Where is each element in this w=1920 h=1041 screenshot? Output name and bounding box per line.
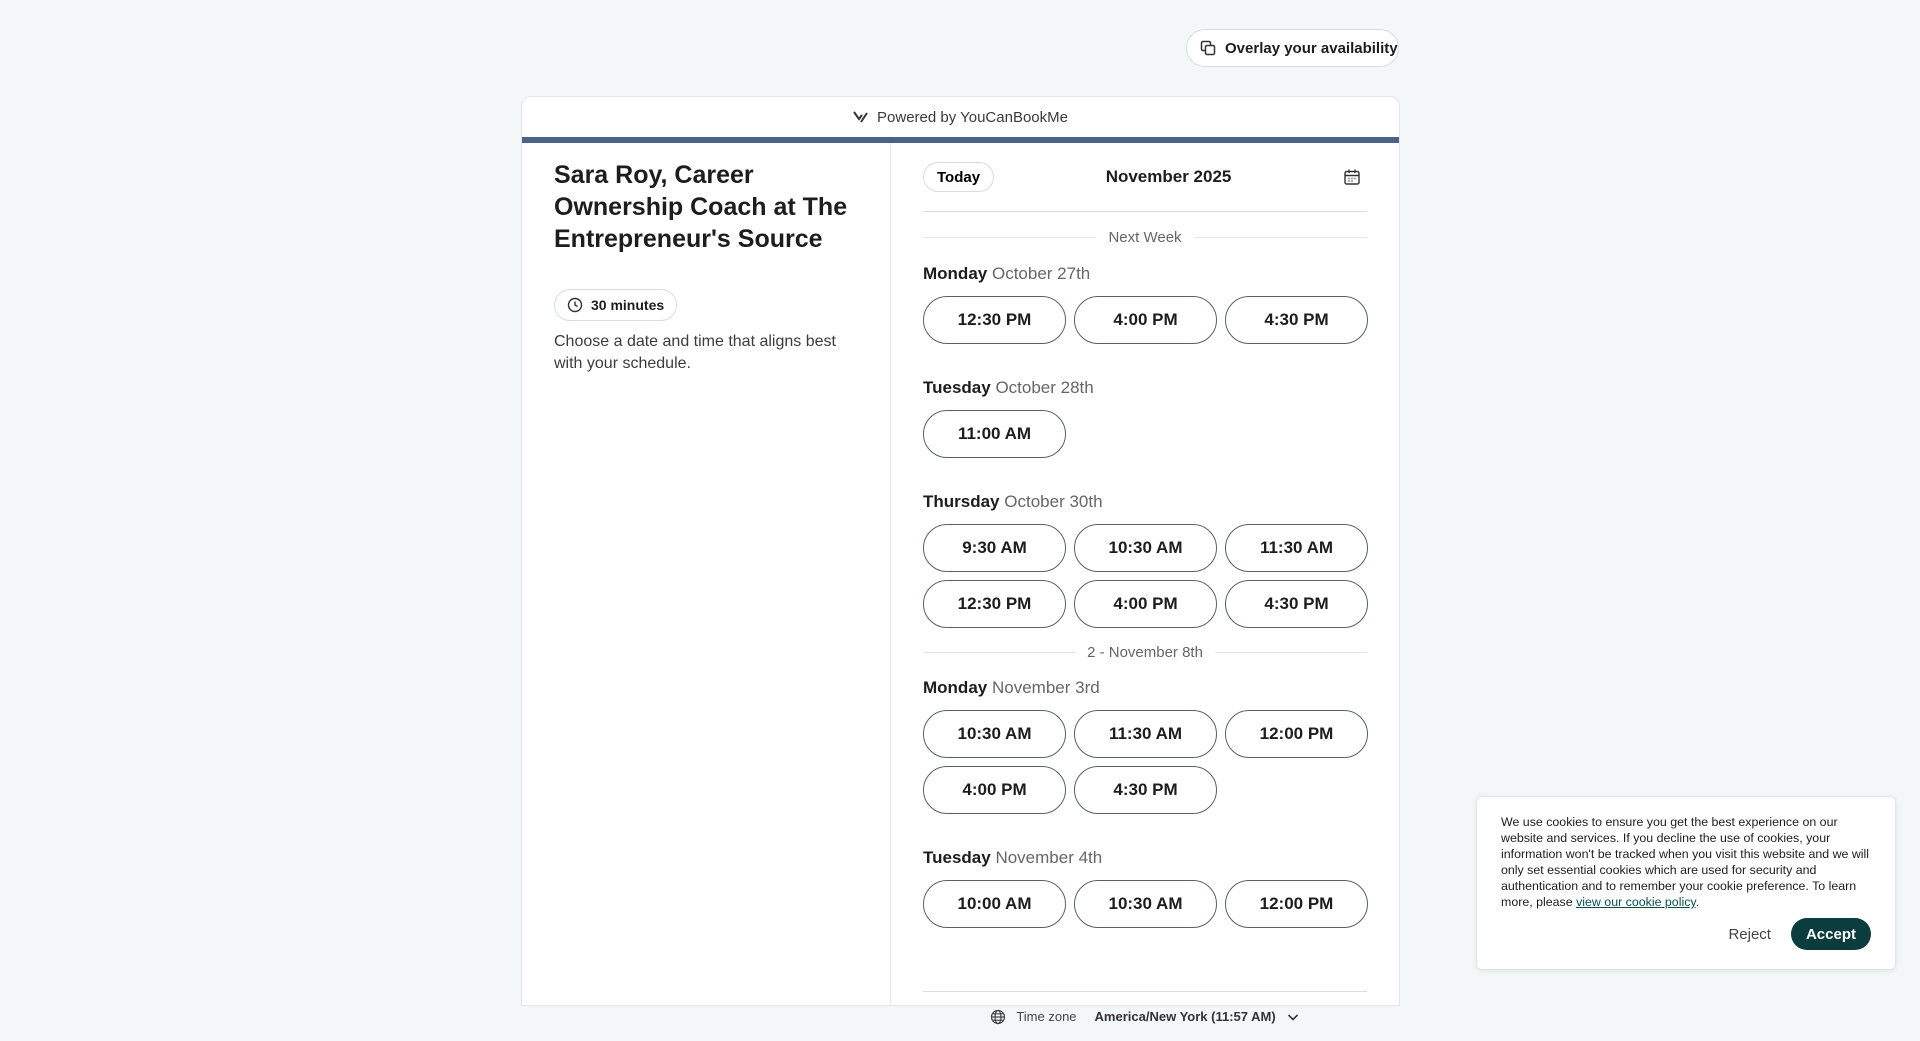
chevron-down-icon[interactable] bbox=[1286, 1010, 1300, 1024]
day-date: October 28th bbox=[995, 378, 1094, 397]
time-slot[interactable]: 12:30 PM bbox=[923, 580, 1066, 628]
time-slot[interactable]: 4:30 PM bbox=[1225, 296, 1368, 344]
timezone-label: Time zone bbox=[1016, 1009, 1077, 1024]
day-date: November 4th bbox=[995, 848, 1103, 867]
powered-by-label: Powered by YouCanBookMe bbox=[877, 108, 1068, 126]
day-date: October 27th bbox=[991, 264, 1091, 283]
duration-label: 30 minutes bbox=[591, 297, 665, 313]
globe-icon bbox=[990, 1009, 1006, 1025]
overlay-availability-button[interactable] bbox=[1186, 29, 1399, 67]
week-section bbox=[923, 225, 1367, 628]
time-slot[interactable]: 4:00 PM bbox=[1074, 580, 1217, 628]
day-label bbox=[923, 376, 1367, 400]
powered-by[interactable] bbox=[522, 97, 1399, 137]
overlay-availability-label: Overlay your availability bbox=[1225, 39, 1398, 57]
accept-button[interactable]: Accept bbox=[1791, 918, 1871, 950]
booking-card bbox=[521, 96, 1400, 1024]
booking-description: Choose a date and time that aligns best with your schedule. bbox=[554, 333, 836, 372]
time-slot[interactable]: 9:30 AM bbox=[923, 524, 1066, 572]
slot-list bbox=[923, 880, 1367, 928]
duration-badge bbox=[554, 289, 677, 321]
day-weekday: Tuesday bbox=[923, 848, 991, 867]
cookie-text: We use cookies to ensure you get the best experience on our website and services. If you decline the use of cookies, your information won't be tracked when you visit this website and we will only set essential cookies which are used for security and authentication and to remember your cookie preference. To learn more, please view our cookie policy. bbox=[1501, 815, 1870, 909]
time-slot[interactable]: 10:30 AM bbox=[1074, 880, 1217, 928]
timezone-value[interactable]: America/New York (11:57 AM) bbox=[1094, 1009, 1276, 1024]
today-button[interactable]: Today bbox=[923, 162, 994, 192]
time-slot[interactable]: 12:00 PM bbox=[1225, 710, 1368, 758]
day-group bbox=[923, 676, 1367, 814]
copy-icon bbox=[1200, 40, 1216, 56]
week-divider: 2 - November 8th bbox=[923, 640, 1367, 664]
cookie-banner bbox=[1476, 796, 1896, 970]
day-label bbox=[923, 846, 1367, 870]
day-group bbox=[923, 846, 1367, 928]
day-date: October 30th bbox=[1004, 492, 1103, 511]
week-section bbox=[923, 640, 1367, 928]
day-label bbox=[923, 676, 1367, 700]
time-slot[interactable]: 10:30 AM bbox=[923, 710, 1066, 758]
day-date: November 3rd bbox=[991, 678, 1100, 697]
day-weekday: Monday bbox=[923, 264, 988, 283]
time-slot[interactable]: 10:00 AM bbox=[923, 880, 1066, 928]
time-slot[interactable]: 4:00 PM bbox=[1074, 296, 1217, 344]
slot-list bbox=[923, 524, 1367, 628]
clock-icon bbox=[567, 297, 583, 313]
slot-list bbox=[923, 410, 1367, 458]
time-slot[interactable]: 4:30 PM bbox=[1074, 766, 1217, 814]
time-slot[interactable]: 12:00 PM bbox=[1225, 880, 1368, 928]
week-divider: Next Week bbox=[923, 225, 1367, 249]
day-group bbox=[923, 490, 1367, 628]
calendar-pane bbox=[923, 143, 1367, 1024]
cookie-actions bbox=[1728, 918, 1871, 950]
cookie-policy-link[interactable]: view our cookie policy bbox=[1576, 895, 1696, 909]
day-weekday: Tuesday bbox=[923, 378, 991, 397]
timezone-bar[interactable] bbox=[923, 991, 1367, 1041]
time-slot[interactable]: 10:30 AM bbox=[1074, 524, 1217, 572]
time-slot[interactable]: 11:30 AM bbox=[1225, 524, 1368, 572]
calendar-icon[interactable] bbox=[1343, 168, 1361, 186]
time-slot[interactable]: 11:30 AM bbox=[1074, 710, 1217, 758]
month-label: November 2025 bbox=[1105, 167, 1232, 186]
slot-list bbox=[923, 296, 1367, 344]
day-weekday: Monday bbox=[923, 678, 988, 697]
profile-pane bbox=[522, 143, 891, 1005]
page-title: Sara Roy, Career Ownership Coach at The Entrepreneur's Source bbox=[554, 161, 848, 253]
time-slot[interactable]: 11:00 AM bbox=[923, 410, 1066, 458]
time-slot[interactable]: 12:30 PM bbox=[923, 296, 1066, 344]
day-group bbox=[923, 262, 1367, 344]
cookie-message: We use cookies to ensure you get the best experience on our website and services. If you decline the use of cookies, your information won't be tracked when you visit this website and we will only set essential cookies which are used for security and authentication and to remember your cookie preference. To learn more, please bbox=[1501, 815, 1870, 909]
day-group bbox=[923, 376, 1367, 458]
reject-button[interactable]: Reject bbox=[1728, 925, 1771, 943]
time-slot[interactable]: 4:00 PM bbox=[923, 766, 1066, 814]
time-slot[interactable]: 4:30 PM bbox=[1225, 580, 1368, 628]
day-label bbox=[923, 262, 1367, 286]
slot-list bbox=[923, 710, 1367, 814]
day-weekday: Thursday bbox=[923, 492, 1000, 511]
calendar-header bbox=[923, 143, 1367, 212]
ycbm-logo-icon bbox=[853, 110, 869, 124]
day-label bbox=[923, 490, 1367, 514]
